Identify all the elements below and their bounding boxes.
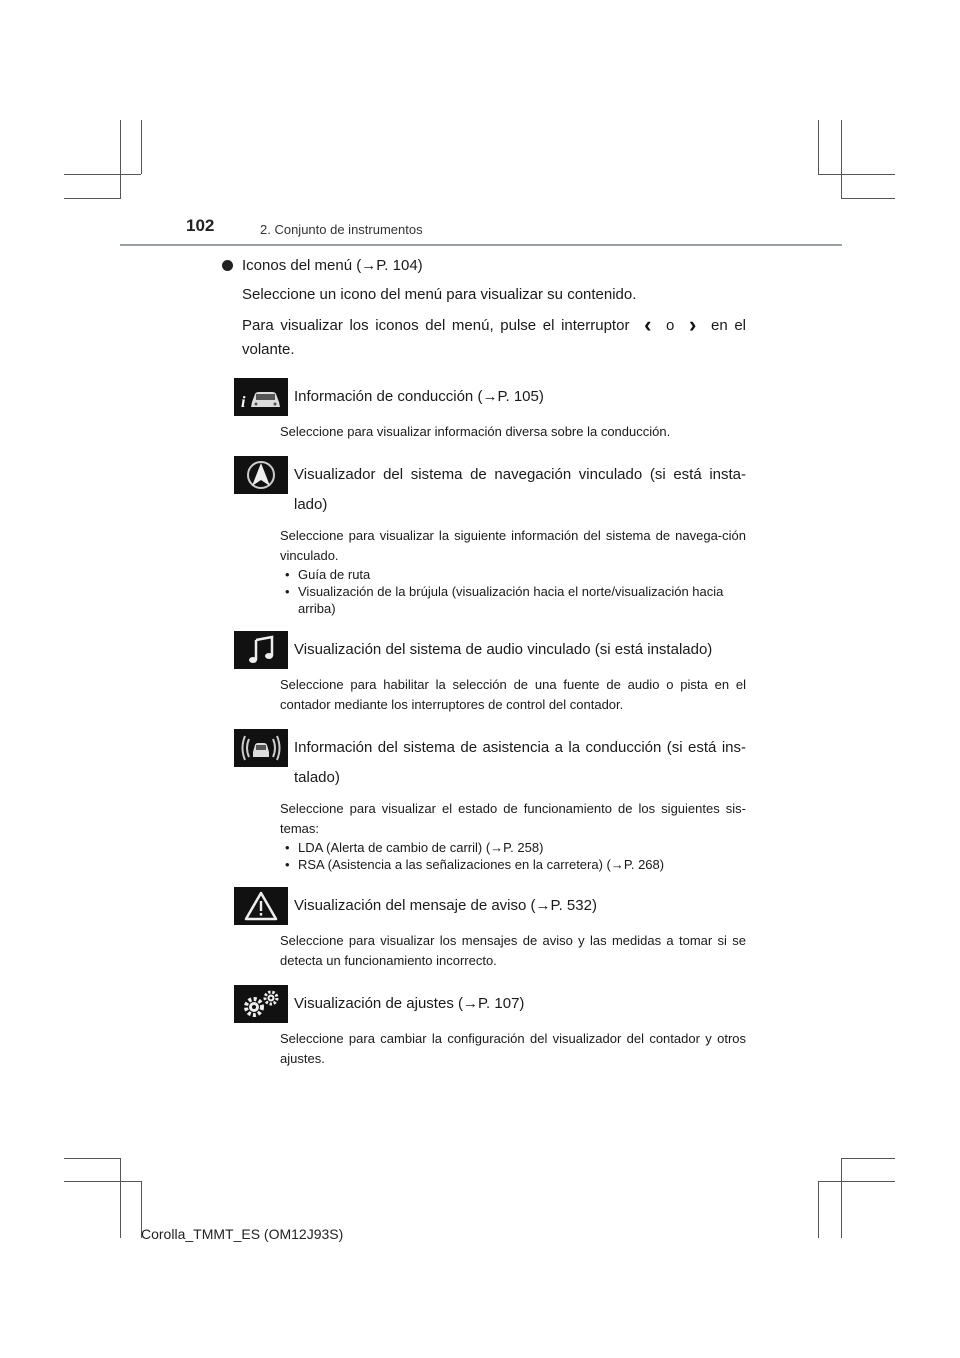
gears-icon: [234, 985, 288, 1023]
page-header: [120, 216, 842, 246]
page-number: 102: [186, 216, 215, 235]
crop-mark: [818, 1181, 819, 1238]
menu-icons-heading: Iconos del menú (→P. 104): [242, 255, 746, 277]
car-info-icon: [234, 378, 288, 416]
bullet-icon: [222, 260, 233, 271]
list-item: • Visualización de la brújula (visualización hacia el norte/visualización hacia arriba): [280, 583, 746, 617]
crop-mark: [64, 1181, 141, 1182]
crop-mark: [64, 174, 141, 175]
item-bullets: [280, 566, 746, 617]
item-description: Seleccione para cambiar la configuración del visualizador del contador y otros ajustes.: [280, 1031, 746, 1066]
menu-item-warning: [242, 887, 746, 971]
crop-mark: [818, 1181, 895, 1182]
item-description: Seleccione para visualizar la siguiente información del sistema de navega-ción vinculado.: [280, 528, 746, 563]
intro-line: Seleccione un icono del menú para visualizar su contenido.: [242, 286, 637, 303]
item-description: Seleccione para visualizar los mensajes de aviso y las medidas a tomar si se detecta un funcionamiento incorrecto.: [280, 933, 746, 968]
crop-mark: [841, 1158, 842, 1238]
crop-mark: [64, 198, 120, 199]
item-description: Seleccione para visualizar información diversa sobre la conducción.: [280, 424, 671, 439]
music-note-icon: [234, 631, 288, 669]
menu-item-driving-info: [242, 378, 746, 442]
list-item: • Guía de ruta: [280, 566, 746, 583]
item-title: Información del sistema de asistencia a la conducción (si está ins-talado): [294, 739, 746, 786]
item-title: Visualización del sistema de audio vinculado (si está instalado): [294, 641, 713, 658]
crop-mark: [141, 120, 142, 174]
crop-mark: [841, 198, 895, 199]
item-description: Seleccione para habilitar la selección de una fuente de audio o pista en el contador mediante los interruptores de control del contador.: [280, 677, 746, 712]
page-footer: Corolla_TMMT_ES (OM12J93S): [141, 1226, 344, 1242]
section-title: 2. Conjunto de instrumentos: [260, 222, 423, 237]
item-description: Seleccione para visualizar el estado de funcionamiento de los siguientes sis-temas:: [280, 801, 746, 836]
crop-mark: [120, 1158, 121, 1238]
item-title: Visualizador del sistema de navegación vinculado (si está insta-lado): [294, 466, 746, 513]
item-title: Visualización del mensaje de aviso (→P. 532): [294, 897, 597, 914]
main-content: [242, 255, 746, 1069]
item-bullets: [280, 839, 746, 873]
crop-mark: [64, 1158, 120, 1159]
header-divider: [120, 244, 842, 246]
list-item: • RSA (Asistencia a las señalizaciones en la carretera) (→P. 268): [280, 856, 746, 873]
menu-item-audio: [242, 631, 746, 715]
item-title: Información de conducción (→P. 105): [294, 388, 544, 405]
crop-mark: [818, 120, 819, 175]
chevron-left-icon: ‹: [644, 312, 652, 337]
menu-item-navigation: [242, 456, 746, 617]
svg-text:i: i: [241, 394, 246, 411]
list-item: • LDA (Alerta de cambio de carril) (→P. 258): [280, 839, 746, 856]
item-title: Visualización de ajustes (→P. 107): [294, 995, 525, 1012]
navigation-arrow-icon: [234, 456, 288, 494]
warning-triangle-icon: [234, 887, 288, 925]
intro-instructions: Para visualizar los iconos del menú, pulse el interruptor ‹ o › en el volante.: [242, 312, 746, 358]
crop-mark: [841, 120, 842, 199]
driving-assist-icon: [234, 729, 288, 767]
crop-mark: [841, 1158, 895, 1159]
crop-mark: [818, 174, 895, 175]
chevron-right-icon: ›: [689, 312, 697, 337]
crop-mark: [120, 120, 121, 199]
menu-item-driving-assist: [242, 729, 746, 873]
menu-item-settings: [242, 985, 746, 1069]
